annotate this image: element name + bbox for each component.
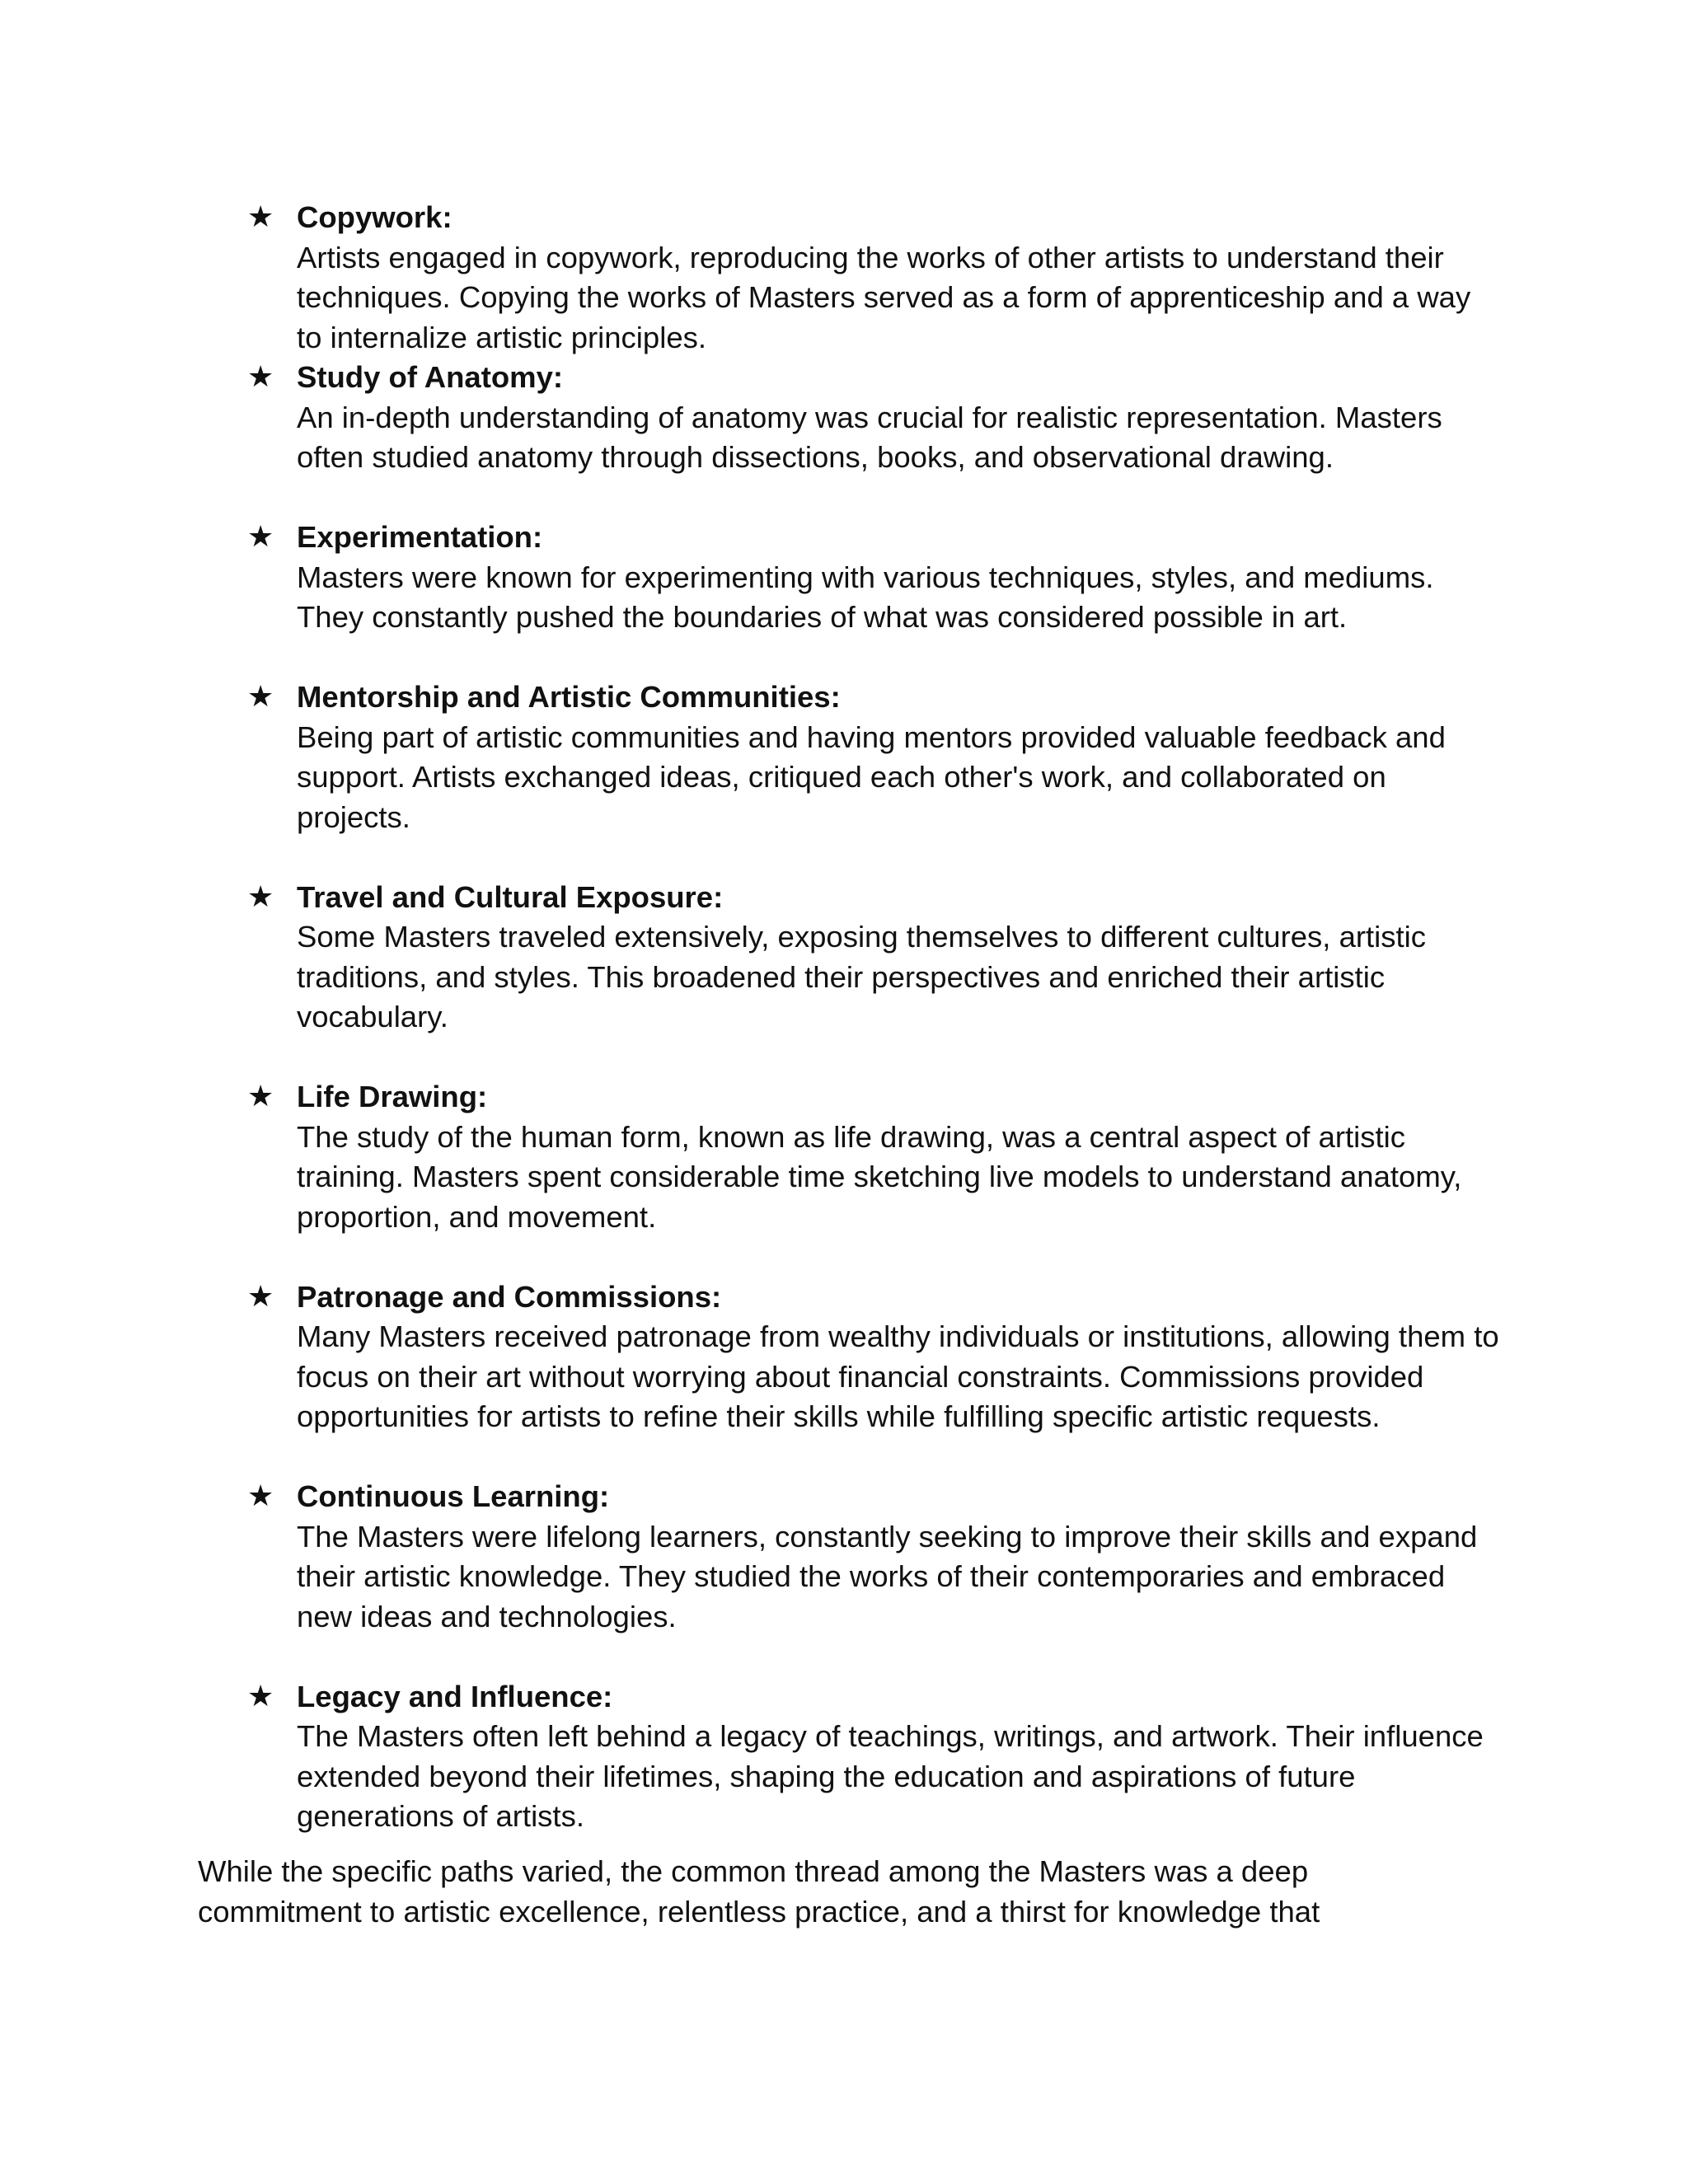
list-item-patronage (247, 1277, 1500, 1437)
star-bullet-icon: ★ (247, 360, 274, 394)
list-item-title: Legacy and Influence: (297, 1679, 613, 1713)
star-bullet-icon: ★ (247, 680, 274, 714)
list-item-legacy (247, 1677, 1500, 1837)
star-bullet-icon: ★ (247, 1679, 274, 1713)
list-item-continuous-learning (247, 1477, 1500, 1637)
star-bullet-icon: ★ (247, 200, 274, 234)
star-bullet-icon: ★ (247, 520, 274, 554)
star-bullet-icon: ★ (247, 879, 274, 914)
list-item-title: Continuous Learning: (297, 1479, 610, 1513)
list-item-title: Patronage and Commissions: (297, 1279, 722, 1314)
list-item-travel (247, 878, 1500, 1038)
list-item-title: Copywork: (297, 200, 452, 234)
list-item-mentorship (247, 677, 1500, 837)
star-bullet-icon: ★ (247, 1279, 274, 1314)
list-item-title: Study of Anatomy: (297, 360, 564, 394)
list-item-life-drawing (247, 1077, 1500, 1237)
list-item-body: Masters were known for experimenting with various techniques, styles, and mediums. They constantly pushed the boundaries of what was considered possible in art. (297, 560, 1434, 634)
star-bullet-icon: ★ (247, 1080, 274, 1113)
list-item-body: Many Masters received patronage from wealthy individuals or institutions, allowing them to focus on their art without worrying about financial constraints. Commissions provided opportunities for artists to refine their skills while fulfilling specific artistic requests. (297, 1319, 1499, 1433)
list-item-body: Artists engaged in copywork, reproducing the works of other artists to understand their techniques. Copying the works of Masters served as a form of apprenticeship and a way to internalize artistic principles. (297, 240, 1471, 354)
list-item-body: The study of the human form, known as life drawing, was a central aspect of artistic training. Masters spent considerable time sketching live models to understand anatomy, proportion, and movement. (297, 1119, 1462, 1234)
list-item-experimentation (247, 518, 1500, 638)
masters-practices-list (247, 198, 1500, 1837)
list-item-title: Life Drawing: (297, 1080, 488, 1113)
list-item-title: Travel and Cultural Exposure: (297, 879, 724, 914)
closing-paragraph: While the specific paths varied, the common thread among the Masters was a deep commitment to artistic excellence, relentless practice, and a thirst for knowledge that (198, 1854, 1320, 1929)
list-item-body: An in-depth understanding of anatomy was crucial for realistic representation. Masters often studied anatomy through dissections, books, and observational drawing. (297, 400, 1442, 474)
star-bullet-icon: ★ (247, 1479, 274, 1513)
list-item-study-of-anatomy (247, 358, 1500, 478)
list-item-body: The Masters were lifelong learners, constantly seeking to improve their skills and expand their artistic knowledge. They studied the works of their contemporaries and embraced new ideas and technologies. (297, 1519, 1478, 1633)
list-item-body: Some Masters traveled extensively, exposing themselves to different cultures, artistic traditions, and styles. This broadened their perspectives and enriched their artistic vocabulary. (297, 920, 1427, 1033)
list-item-body: Being part of artistic communities and having mentors provided valuable feedback and support. Artists exchanged ideas, critiqued each other's work, and collaborated on projects. (297, 719, 1446, 834)
list-item-title: Mentorship and Artistic Communities: (297, 680, 841, 714)
list-item-body: The Masters often left behind a legacy of teachings, writings, and artwork. Their influence extended beyond their lifetimes, shaping the education and aspirations of future generations of artists. (297, 1719, 1484, 1833)
list-item-copywork (247, 198, 1500, 358)
list-item-title: Experimentation: (297, 520, 543, 554)
